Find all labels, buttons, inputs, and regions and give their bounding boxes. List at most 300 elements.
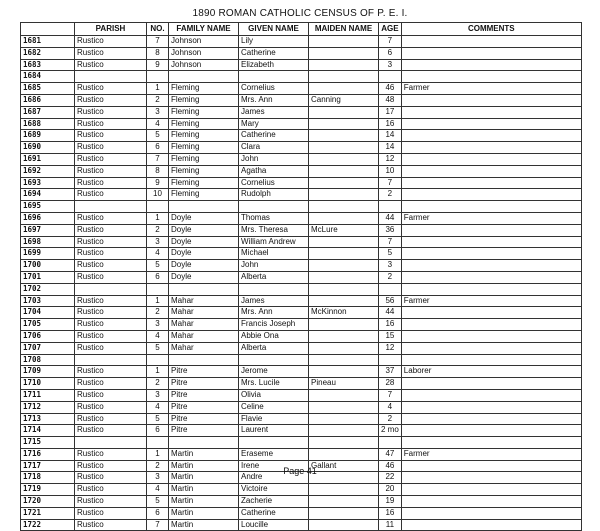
cell-age: 14 (379, 130, 402, 142)
cell-age: 17 (379, 106, 402, 118)
cell-given-name (239, 71, 309, 83)
cell-parish (75, 71, 147, 83)
cell-record-number: 1688 (21, 118, 75, 130)
cell-given-name (239, 283, 309, 295)
cell-age: 12 (379, 153, 402, 165)
cell-given-name: Thomas (239, 212, 309, 224)
cell-parish: Rustico (75, 83, 147, 95)
cell-parish: Rustico (75, 519, 147, 531)
cell-comments (401, 189, 581, 201)
cell-no: 1 (147, 366, 169, 378)
cell-family-name: Fleming (169, 177, 239, 189)
header-age: AGE (379, 23, 402, 36)
cell-age: 2 (379, 271, 402, 283)
cell-given-name: Celine (239, 401, 309, 413)
cell-family-name: Martin (169, 484, 239, 496)
cell-parish: Rustico (75, 142, 147, 154)
table-row (21, 47, 582, 59)
cell-age: 48 (379, 94, 402, 106)
cell-family-name: Mahar (169, 295, 239, 307)
cell-maiden-name (309, 437, 379, 449)
cell-parish: Rustico (75, 295, 147, 307)
cell-family-name: Fleming (169, 130, 239, 142)
cell-parish: Rustico (75, 153, 147, 165)
cell-family-name: Fleming (169, 94, 239, 106)
cell-comments: Farmer (401, 448, 581, 460)
cell-given-name: Jerome (239, 366, 309, 378)
cell-age: 7 (379, 177, 402, 189)
cell-given-name: Mrs. Ann (239, 94, 309, 106)
cell-parish: Rustico (75, 47, 147, 59)
cell-maiden-name (309, 36, 379, 48)
cell-age: 46 (379, 460, 402, 472)
cell-no (147, 71, 169, 83)
cell-parish (75, 201, 147, 213)
cell-no: 2 (147, 460, 169, 472)
table-body (21, 36, 582, 531)
cell-no: 6 (147, 425, 169, 437)
census-table (20, 22, 582, 531)
cell-age: 7 (379, 36, 402, 48)
cell-no (147, 283, 169, 295)
cell-record-number: 1692 (21, 165, 75, 177)
header-no: NO. (147, 23, 169, 36)
cell-comments (401, 389, 581, 401)
table-row (21, 484, 582, 496)
cell-parish: Rustico (75, 271, 147, 283)
cell-family-name: Fleming (169, 153, 239, 165)
cell-no: 3 (147, 389, 169, 401)
cell-parish: Rustico (75, 472, 147, 484)
cell-maiden-name (309, 283, 379, 295)
cell-maiden-name (309, 401, 379, 413)
cell-age: 46 (379, 83, 402, 95)
cell-comments (401, 283, 581, 295)
cell-no: 4 (147, 330, 169, 342)
cell-maiden-name: Gallant (309, 460, 379, 472)
cell-parish: Rustico (75, 484, 147, 496)
cell-family-name: Pitre (169, 413, 239, 425)
cell-no: 3 (147, 236, 169, 248)
cell-no: 7 (147, 519, 169, 531)
table-row (21, 366, 582, 378)
cell-family-name: Fleming (169, 142, 239, 154)
cell-family-name: Martin (169, 519, 239, 531)
cell-comments: Farmer (401, 295, 581, 307)
cell-given-name: Michael (239, 248, 309, 260)
cell-age: 56 (379, 295, 402, 307)
cell-no: 9 (147, 177, 169, 189)
cell-given-name: Clara (239, 142, 309, 154)
header-given-name: GIVEN NAME (239, 23, 309, 36)
cell-record-number: 1694 (21, 189, 75, 201)
cell-record-number: 1683 (21, 59, 75, 71)
cell-maiden-name (309, 130, 379, 142)
cell-parish: Rustico (75, 378, 147, 390)
cell-no: 7 (147, 153, 169, 165)
cell-maiden-name (309, 189, 379, 201)
table-row (21, 413, 582, 425)
table-row (21, 342, 582, 354)
cell-no: 4 (147, 118, 169, 130)
cell-age (379, 354, 402, 366)
cell-maiden-name (309, 201, 379, 213)
cell-comments (401, 224, 581, 236)
cell-comments (401, 271, 581, 283)
cell-comments (401, 342, 581, 354)
cell-no: 8 (147, 47, 169, 59)
cell-comments (401, 36, 581, 48)
cell-comments: Farmer (401, 83, 581, 95)
cell-maiden-name (309, 366, 379, 378)
cell-family-name: Fleming (169, 118, 239, 130)
table-row (21, 59, 582, 71)
table-row (21, 130, 582, 142)
cell-comments (401, 330, 581, 342)
cell-record-number: 1706 (21, 330, 75, 342)
cell-family-name: Martin (169, 472, 239, 484)
cell-age: 19 (379, 496, 402, 508)
table-row (21, 401, 582, 413)
table-row (21, 307, 582, 319)
cell-maiden-name (309, 118, 379, 130)
cell-maiden-name (309, 106, 379, 118)
cell-given-name: Loucille (239, 519, 309, 531)
table-row (21, 83, 582, 95)
cell-parish: Rustico (75, 448, 147, 460)
cell-given-name: Mary (239, 118, 309, 130)
cell-maiden-name (309, 413, 379, 425)
cell-record-number: 1714 (21, 425, 75, 437)
cell-record-number: 1717 (21, 460, 75, 472)
cell-parish: Rustico (75, 177, 147, 189)
cell-record-number: 1711 (21, 389, 75, 401)
cell-no (147, 354, 169, 366)
cell-comments (401, 378, 581, 390)
cell-given-name: Rudolph (239, 189, 309, 201)
cell-no: 6 (147, 507, 169, 519)
cell-parish: Rustico (75, 496, 147, 508)
cell-family-name: Fleming (169, 83, 239, 95)
table-row (21, 354, 582, 366)
cell-record-number: 1718 (21, 472, 75, 484)
cell-family-name: Martin (169, 460, 239, 472)
table-row (21, 36, 582, 48)
table-row (21, 507, 582, 519)
table-row (21, 106, 582, 118)
table-row (21, 260, 582, 272)
cell-no: 3 (147, 106, 169, 118)
cell-given-name: William Andrew (239, 236, 309, 248)
cell-age (379, 201, 402, 213)
cell-maiden-name (309, 448, 379, 460)
cell-age: 3 (379, 59, 402, 71)
page-number: Page 41 (283, 466, 317, 476)
cell-family-name: Martin (169, 448, 239, 460)
cell-parish: Rustico (75, 366, 147, 378)
cell-comments (401, 165, 581, 177)
cell-family-name: Mahar (169, 342, 239, 354)
page-title: 1890 ROMAN CATHOLIC CENSUS OF P. E. I. (192, 8, 408, 19)
cell-given-name: Flavie (239, 413, 309, 425)
cell-family-name: Doyle (169, 248, 239, 260)
cell-age: 16 (379, 118, 402, 130)
cell-family-name: Mahar (169, 319, 239, 331)
cell-family-name: Doyle (169, 224, 239, 236)
cell-family-name (169, 71, 239, 83)
cell-given-name: Catherine (239, 130, 309, 142)
table-row (21, 153, 582, 165)
cell-comments (401, 354, 581, 366)
table-row (21, 295, 582, 307)
cell-parish: Rustico (75, 248, 147, 260)
cell-given-name: Olivia (239, 389, 309, 401)
cell-no: 2 (147, 378, 169, 390)
cell-maiden-name (309, 153, 379, 165)
cell-no: 1 (147, 295, 169, 307)
cell-parish: Rustico (75, 224, 147, 236)
cell-record-number: 1690 (21, 142, 75, 154)
cell-given-name: Alberta (239, 271, 309, 283)
cell-maiden-name (309, 165, 379, 177)
cell-no: 1 (147, 212, 169, 224)
cell-record-number: 1720 (21, 496, 75, 508)
cell-given-name: Abbie Ona (239, 330, 309, 342)
cell-comments (401, 260, 581, 272)
cell-parish (75, 283, 147, 295)
cell-parish: Rustico (75, 425, 147, 437)
cell-comments (401, 319, 581, 331)
cell-family-name: Pitre (169, 389, 239, 401)
cell-age (379, 283, 402, 295)
table-row (21, 519, 582, 531)
cell-age: 22 (379, 472, 402, 484)
cell-given-name: Francis Joseph (239, 319, 309, 331)
cell-comments (401, 71, 581, 83)
cell-age: 2 (379, 189, 402, 201)
cell-maiden-name: Pineau (309, 378, 379, 390)
cell-comments (401, 437, 581, 449)
cell-family-name: Mahar (169, 330, 239, 342)
cell-no: 7 (147, 36, 169, 48)
table-row (21, 378, 582, 390)
cell-age: 10 (379, 165, 402, 177)
cell-parish: Rustico (75, 236, 147, 248)
cell-record-number: 1710 (21, 378, 75, 390)
cell-comments: Laborer (401, 366, 581, 378)
table-row (21, 448, 582, 460)
cell-given-name: John (239, 153, 309, 165)
cell-no (147, 437, 169, 449)
cell-family-name: Doyle (169, 271, 239, 283)
cell-comments (401, 484, 581, 496)
cell-no: 4 (147, 401, 169, 413)
cell-age: 14 (379, 142, 402, 154)
cell-no (147, 201, 169, 213)
cell-given-name: Andre (239, 472, 309, 484)
cell-record-number: 1695 (21, 201, 75, 213)
cell-maiden-name: McLure (309, 224, 379, 236)
cell-record-number: 1686 (21, 94, 75, 106)
cell-given-name: Catherine (239, 47, 309, 59)
cell-parish: Rustico (75, 413, 147, 425)
cell-parish: Rustico (75, 94, 147, 106)
table-row (21, 201, 582, 213)
cell-age: 28 (379, 378, 402, 390)
cell-maiden-name (309, 236, 379, 248)
cell-age: 37 (379, 366, 402, 378)
cell-record-number: 1693 (21, 177, 75, 189)
cell-maiden-name (309, 519, 379, 531)
cell-maiden-name (309, 319, 379, 331)
cell-record-number: 1685 (21, 83, 75, 95)
cell-no: 2 (147, 224, 169, 236)
cell-parish: Rustico (75, 59, 147, 71)
table-row (21, 212, 582, 224)
cell-parish (75, 437, 147, 449)
table-row (21, 496, 582, 508)
cell-family-name: Mahar (169, 307, 239, 319)
cell-record-number: 1709 (21, 366, 75, 378)
cell-record-number: 1697 (21, 224, 75, 236)
cell-age: 4 (379, 401, 402, 413)
cell-parish: Rustico (75, 212, 147, 224)
cell-parish (75, 354, 147, 366)
cell-given-name: Cornelius (239, 177, 309, 189)
cell-comments: Farmer (401, 212, 581, 224)
cell-no: 1 (147, 83, 169, 95)
cell-record-number: 1712 (21, 401, 75, 413)
cell-no: 4 (147, 248, 169, 260)
cell-family-name: Fleming (169, 165, 239, 177)
cell-comments (401, 201, 581, 213)
cell-given-name (239, 201, 309, 213)
table-row (21, 177, 582, 189)
cell-family-name: Pitre (169, 378, 239, 390)
cell-parish: Rustico (75, 189, 147, 201)
cell-given-name: Eraseme (239, 448, 309, 460)
table-row (21, 94, 582, 106)
cell-record-number: 1705 (21, 319, 75, 331)
table-row (21, 236, 582, 248)
cell-maiden-name (309, 484, 379, 496)
cell-comments (401, 153, 581, 165)
cell-maiden-name (309, 71, 379, 83)
cell-age (379, 71, 402, 83)
cell-maiden-name: McKinnon (309, 307, 379, 319)
cell-no: 2 (147, 307, 169, 319)
cell-no: 8 (147, 165, 169, 177)
cell-record-number: 1699 (21, 248, 75, 260)
table-row (21, 224, 582, 236)
table-row (21, 118, 582, 130)
cell-given-name: James (239, 106, 309, 118)
cell-parish: Rustico (75, 401, 147, 413)
cell-parish: Rustico (75, 106, 147, 118)
cell-record-number: 1702 (21, 283, 75, 295)
cell-given-name: Laurent (239, 425, 309, 437)
cell-no: 5 (147, 130, 169, 142)
cell-maiden-name (309, 295, 379, 307)
table-row (21, 142, 582, 154)
header-family-name: FAMILY NAME (169, 23, 239, 36)
cell-family-name: Johnson (169, 36, 239, 48)
cell-comments (401, 307, 581, 319)
cell-age: 5 (379, 248, 402, 260)
cell-parish: Rustico (75, 307, 147, 319)
cell-no: 3 (147, 319, 169, 331)
table-row (21, 425, 582, 437)
cell-comments (401, 425, 581, 437)
cell-comments (401, 519, 581, 531)
cell-given-name: Mrs. Theresa (239, 224, 309, 236)
cell-given-name: Lily (239, 36, 309, 48)
cell-age: 20 (379, 484, 402, 496)
cell-maiden-name (309, 248, 379, 260)
cell-maiden-name (309, 142, 379, 154)
cell-comments (401, 118, 581, 130)
cell-given-name: Irene (239, 460, 309, 472)
cell-record-number: 1701 (21, 271, 75, 283)
cell-record-number: 1684 (21, 71, 75, 83)
cell-age: 16 (379, 319, 402, 331)
cell-parish: Rustico (75, 165, 147, 177)
cell-no: 5 (147, 496, 169, 508)
cell-age: 2 mo (379, 425, 402, 437)
table-row (21, 248, 582, 260)
cell-record-number: 1704 (21, 307, 75, 319)
header-row (21, 23, 582, 36)
cell-record-number: 1703 (21, 295, 75, 307)
cell-record-number: 1687 (21, 106, 75, 118)
table-row (21, 319, 582, 331)
cell-comments (401, 142, 581, 154)
cell-parish: Rustico (75, 36, 147, 48)
cell-maiden-name (309, 496, 379, 508)
cell-record-number: 1681 (21, 36, 75, 48)
cell-maiden-name (309, 354, 379, 366)
header-parish: PARISH (75, 23, 147, 36)
cell-family-name: Pitre (169, 401, 239, 413)
cell-age: 6 (379, 47, 402, 59)
cell-no: 5 (147, 260, 169, 272)
cell-parish: Rustico (75, 260, 147, 272)
cell-record-number: 1721 (21, 507, 75, 519)
header-maiden-name: MAIDEN NAME (309, 23, 379, 36)
cell-maiden-name (309, 260, 379, 272)
cell-age: 7 (379, 236, 402, 248)
cell-family-name (169, 201, 239, 213)
cell-parish: Rustico (75, 130, 147, 142)
cell-comments (401, 496, 581, 508)
cell-maiden-name (309, 425, 379, 437)
cell-maiden-name (309, 271, 379, 283)
cell-family-name: Fleming (169, 189, 239, 201)
cell-comments (401, 413, 581, 425)
table-row (21, 271, 582, 283)
cell-no: 5 (147, 342, 169, 354)
cell-family-name: Pitre (169, 425, 239, 437)
cell-no: 5 (147, 413, 169, 425)
cell-comments (401, 59, 581, 71)
cell-given-name: John (239, 260, 309, 272)
table-row (21, 330, 582, 342)
cell-no: 1 (147, 448, 169, 460)
cell-no: 10 (147, 189, 169, 201)
cell-maiden-name (309, 212, 379, 224)
cell-family-name: Doyle (169, 236, 239, 248)
cell-comments (401, 236, 581, 248)
